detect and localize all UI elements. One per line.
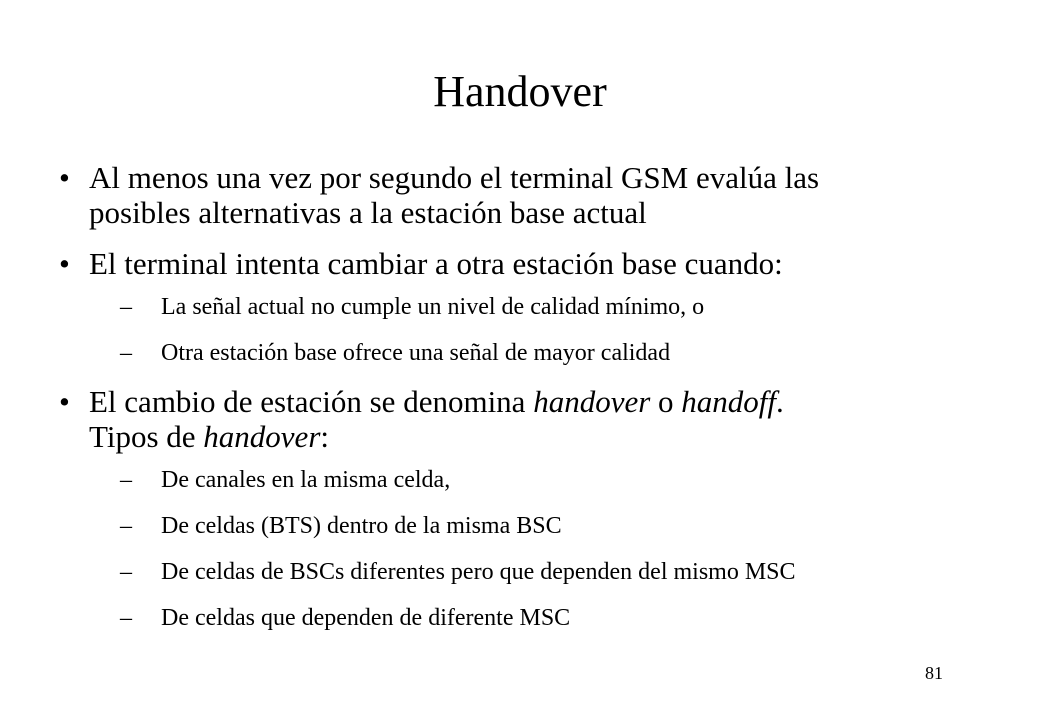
bullet-3-subitems [57,465,997,633]
bullet-3-line-2-b: : [320,419,330,454]
sub-item [57,557,997,587]
sub-item-text: La señal actual no cumple un nivel de calidad mínimo, o [161,294,705,320]
dash-marker: – [120,340,132,366]
dash-marker: – [120,294,132,320]
bullet-marker: • [59,246,70,281]
slide-title: Handover [433,67,607,116]
dash-marker: – [120,559,132,585]
bullet-2-subitems [57,292,997,368]
dash-marker: – [120,513,132,539]
sub-item [57,338,997,368]
bullet-2 [57,246,997,281]
sub-item [57,465,997,495]
sub-item [57,603,997,633]
sub-item-text: De celdas que dependen de diferente MSC [161,605,571,631]
page-number: 81 [925,663,943,683]
bullet-2-text: El terminal intenta cambiar a otra estación base cuando: [89,246,783,281]
bullet-3-line-2-em: handover [203,419,321,454]
sub-item-text: De celdas (BTS) dentro de la misma BSC [161,513,562,539]
bullet-3 [57,384,997,454]
dash-marker: – [120,467,132,493]
bullet-1-line-2: posibles alternativas a la estación base actual [89,195,647,230]
bullet-marker: • [59,384,70,419]
bullet-1 [57,160,997,230]
bullet-3-line-2-a: Tipos de [89,419,204,454]
sub-item [57,292,997,322]
bullet-3-line-2 [89,419,997,454]
bullet-3-line-1 [89,384,997,419]
sub-item [57,511,997,541]
bullet-3-text-a: El cambio de estación se denomina [89,384,534,419]
slide-content [57,160,997,649]
bullet-3-em-handover: handover [533,384,651,419]
bullet-1-line-1: Al menos una vez por segundo el terminal GSM evalúa las [89,160,820,195]
sub-item-text: Otra estación base ofrece una señal de mayor calidad [161,340,671,366]
dash-marker: – [120,605,132,631]
bullet-3-text-b: o [650,384,682,419]
sub-item-text: De celdas de BSCs diferentes pero que dependen del mismo MSC [161,559,796,585]
bullet-3-text-c: . [776,384,784,419]
sub-item-text: De canales en la misma celda, [161,467,451,493]
bullet-marker: • [59,160,70,195]
bullet-3-em-handoff: handoff [681,384,777,419]
